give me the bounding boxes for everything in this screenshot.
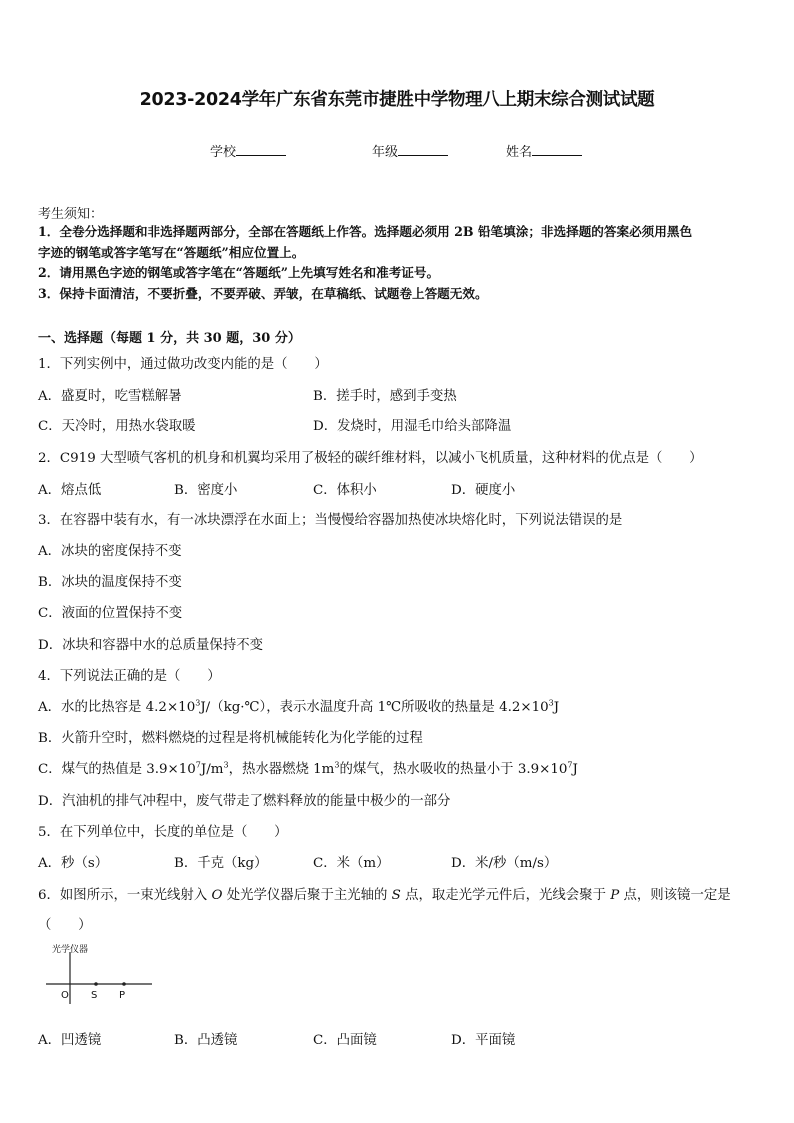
question-5-option-d[interactable]: D．米/秒（m/s） [451,856,558,871]
q4c-text-5: J [572,762,578,777]
name-field[interactable] [506,141,582,160]
notes-heading: 考生须知： [38,207,104,222]
q4a-text-2: J/（kg·℃），表示水温度升高 1℃所吸收的热量是 4.2×10 [200,700,549,715]
focus-point-s [94,982,98,986]
question-4-option-b[interactable]: B．火箭升空时，燃料燃烧的过程是将机械能转化为化学能的过程 [38,731,423,746]
q4a-text-1: A．水的比热容是 4.2×10 [38,700,196,715]
question-3-option-a[interactable]: A．冰块的密度保持不变 [38,544,182,559]
question-4-option-d[interactable]: D．汽油机的排气冲程中，废气带走了燃料释放的能量中极少的一部分 [38,794,451,809]
q4c-text-4: 的煤气，热水吸收的热量小于 3.9×10 [339,762,568,777]
q6-text-1: 6．如图所示，一束光线射入 [38,888,212,903]
q4c-text-2: J/m [200,762,224,777]
grade-label: 年级 [372,145,399,160]
question-3-option-b[interactable]: B．冰块的温度保持不变 [38,575,182,590]
label-s: S [91,990,98,1001]
note-1-line2: 字迹的钢笔或答字笔写在“答题纸”相应位置上。 [38,245,305,260]
note-1 [38,221,758,263]
note-1-line1: 1．全卷分选择题和非选择题两部分，全部在答题纸上作答。选择题必须用 2B 铅笔填涂；非选择题的答案必须用黑色 [38,224,693,239]
q4c-text-3: ，热水器燃烧 1m [228,762,335,777]
grade-blank[interactable] [398,143,448,156]
q6-point-o: O [211,888,223,903]
device-label: 光学仪器 [52,945,89,955]
question-3-option-c[interactable]: C．液面的位置保持不变 [38,606,183,621]
question-2-stem: 2．C919 大型喷气客机的机身和机翼均采用了极轻的碳纤维材料，以减小飞机质量，这种材料的优点是（ ） [38,451,703,466]
page-title: 2023-2024学年广东省东莞市捷胜中学物理八上期末综合测试试题 [139,90,655,110]
question-6-stem-line2: （ ） [38,918,92,933]
question-1-stem: 1．下列实例中，通过做功改变内能的是（ ） [38,357,328,372]
q6-point-p: P [610,888,620,903]
school-label: 学校 [210,145,237,160]
question-5-option-c[interactable]: C．米（m） [313,856,390,871]
focus-point-p [122,982,126,986]
question-2-option-c[interactable]: C．体积小 [313,483,377,498]
q6-text-2: 处光学仪器后聚于主光轴的 [222,888,392,903]
note-2: 2．请用黑色字迹的钢笔或答字笔在“答题纸”上先填写姓名和准考证号。 [38,265,440,280]
question-1-option-c[interactable]: C．天冷时，用热水袋取暖 [38,419,196,434]
section-heading: 一、选择题（每题 1 分，共 30 题，30 分） [38,331,301,346]
name-blank[interactable] [532,143,582,156]
question-2-option-b[interactable]: B．密度小 [174,483,238,498]
label-p: P [119,990,126,1001]
question-6-option-b[interactable]: B．凸透镜 [174,1033,238,1048]
question-2-option-a[interactable]: A．熔点低 [38,483,102,498]
question-1-option-b[interactable]: B．搓手时，感到手变热 [313,389,457,404]
question-5-option-b[interactable]: B．千克（kg） [174,856,268,871]
question-1-option-d[interactable]: D．发烧时，用湿毛巾给头部降温 [313,419,512,434]
optics-figure [44,942,156,1008]
question-6-stem [38,884,731,903]
label-o: O [61,990,69,1001]
q4a-sup-2: 3 [548,698,554,708]
note-3: 3．保持卡面清洁，不要折叠，不要弄破、弄皱，在草稿纸、试题卷上答题无效。 [38,286,488,301]
question-1-option-a[interactable]: A．盛夏时，吃雪糕解暑 [38,389,182,404]
q6-point-s: S [391,888,401,903]
school-blank[interactable] [236,143,286,156]
question-3-stem: 3．在容器中装有水，有一冰块漂浮在水面上；当慢慢给容器加热使冰块熔化时，下列说法错误的是 [38,513,623,528]
q4c-sup-2: 3 [223,760,229,770]
question-6-option-c[interactable]: C．凸面镜 [313,1033,377,1048]
question-5-option-a[interactable]: A．秒（s） [38,856,109,871]
name-label: 姓名 [506,145,533,160]
school-field[interactable] [210,141,286,160]
q4c-sup-1: 7 [195,760,201,770]
grade-field[interactable] [372,141,448,160]
q4c-sup-4: 7 [567,760,573,770]
q6-text-4: 点，则该镜一定是 [619,888,731,903]
q4a-text-3: J [553,700,560,715]
q4c-sup-3: 3 [334,760,340,770]
question-6-option-a[interactable]: A．凹透镜 [38,1033,102,1048]
question-3-option-d[interactable]: D．冰块和容器中水的总质量保持不变 [38,638,263,653]
q6-text-3: 点，取走光学元件后，光线会聚于 [400,888,611,903]
question-4-option-c[interactable] [38,758,578,777]
question-4-option-a[interactable] [38,696,559,715]
question-2-option-d[interactable]: D．硬度小 [451,483,516,498]
question-5-stem: 5．在下列单位中，长度的单位是（ ） [38,825,288,840]
question-4-stem: 4．下列说法正确的是（ ） [38,669,221,684]
question-6-option-d[interactable]: D．平面镜 [451,1033,516,1048]
q4a-sup-1: 3 [195,698,201,708]
q4c-text-1: C．煤气的热值是 3.9×10 [38,762,196,777]
